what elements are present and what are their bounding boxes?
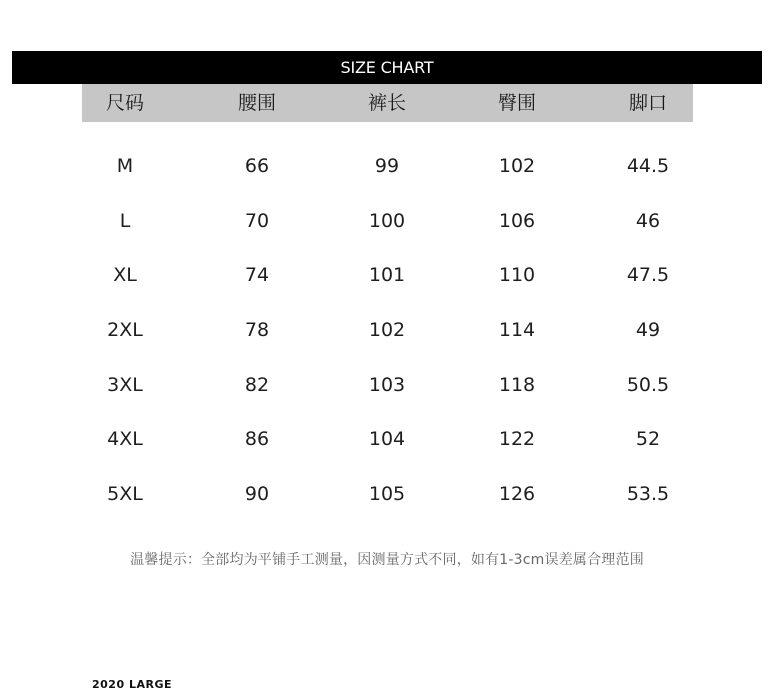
size-cell: M — [116, 155, 134, 177]
length-cell: 100 — [368, 210, 406, 232]
table-row — [0, 146, 774, 186]
header-waist: 腰围 — [237, 92, 276, 114]
waist-cell: 86 — [244, 428, 270, 450]
hip-cell: 114 — [498, 319, 536, 341]
length-cell: 104 — [368, 428, 406, 450]
hip-cell: 106 — [498, 210, 536, 232]
size-cell: XL — [113, 264, 137, 286]
length-cell: 102 — [368, 319, 406, 341]
length-cell: 99 — [374, 155, 400, 177]
length-cell: 105 — [368, 483, 406, 505]
waist-cell: 78 — [244, 319, 270, 341]
leg-opening-cell: 50.5 — [626, 374, 670, 396]
table-row — [0, 255, 774, 295]
hip-cell: 122 — [498, 428, 536, 450]
leg-opening-cell: 44.5 — [626, 155, 670, 177]
waist-cell: 82 — [244, 374, 270, 396]
hip-cell: 126 — [498, 483, 536, 505]
table-row — [0, 310, 774, 350]
table-row — [0, 474, 774, 514]
header-leg-opening: 脚口 — [628, 92, 667, 114]
footer-mark: 2020 LARGE — [92, 678, 172, 688]
hip-cell: 102 — [498, 155, 536, 177]
leg-opening-cell: 46 — [635, 210, 661, 232]
table-row — [0, 365, 774, 405]
leg-opening-cell: 52 — [635, 428, 661, 450]
size-cell: L — [119, 210, 131, 232]
table-row — [0, 419, 774, 459]
hip-cell: 110 — [498, 264, 536, 286]
measurement-note: 温馨提示：全部均为平铺手工测量，因测量方式不同，如有1-3cm误差属合理范围 — [130, 552, 644, 568]
waist-cell: 90 — [244, 483, 270, 505]
size-cell: 2XL — [107, 319, 143, 341]
header-hip: 臀围 — [497, 92, 536, 114]
waist-cell: 74 — [244, 264, 270, 286]
leg-opening-cell: 53.5 — [626, 483, 670, 505]
leg-opening-cell: 49 — [635, 319, 661, 341]
header-size: 尺码 — [105, 92, 144, 114]
table-header-row — [82, 84, 693, 122]
size-chart-title: SIZE CHART — [12, 51, 762, 84]
size-cell: 5XL — [107, 483, 143, 505]
hip-cell: 118 — [498, 374, 536, 396]
table-row — [0, 201, 774, 241]
size-cell: 4XL — [107, 428, 143, 450]
length-cell: 103 — [368, 374, 406, 396]
header-length: 裤长 — [367, 92, 406, 114]
size-cell: 3XL — [107, 374, 143, 396]
leg-opening-cell: 47.5 — [626, 264, 670, 286]
waist-cell: 66 — [244, 155, 270, 177]
length-cell: 101 — [368, 264, 406, 286]
waist-cell: 70 — [244, 210, 270, 232]
